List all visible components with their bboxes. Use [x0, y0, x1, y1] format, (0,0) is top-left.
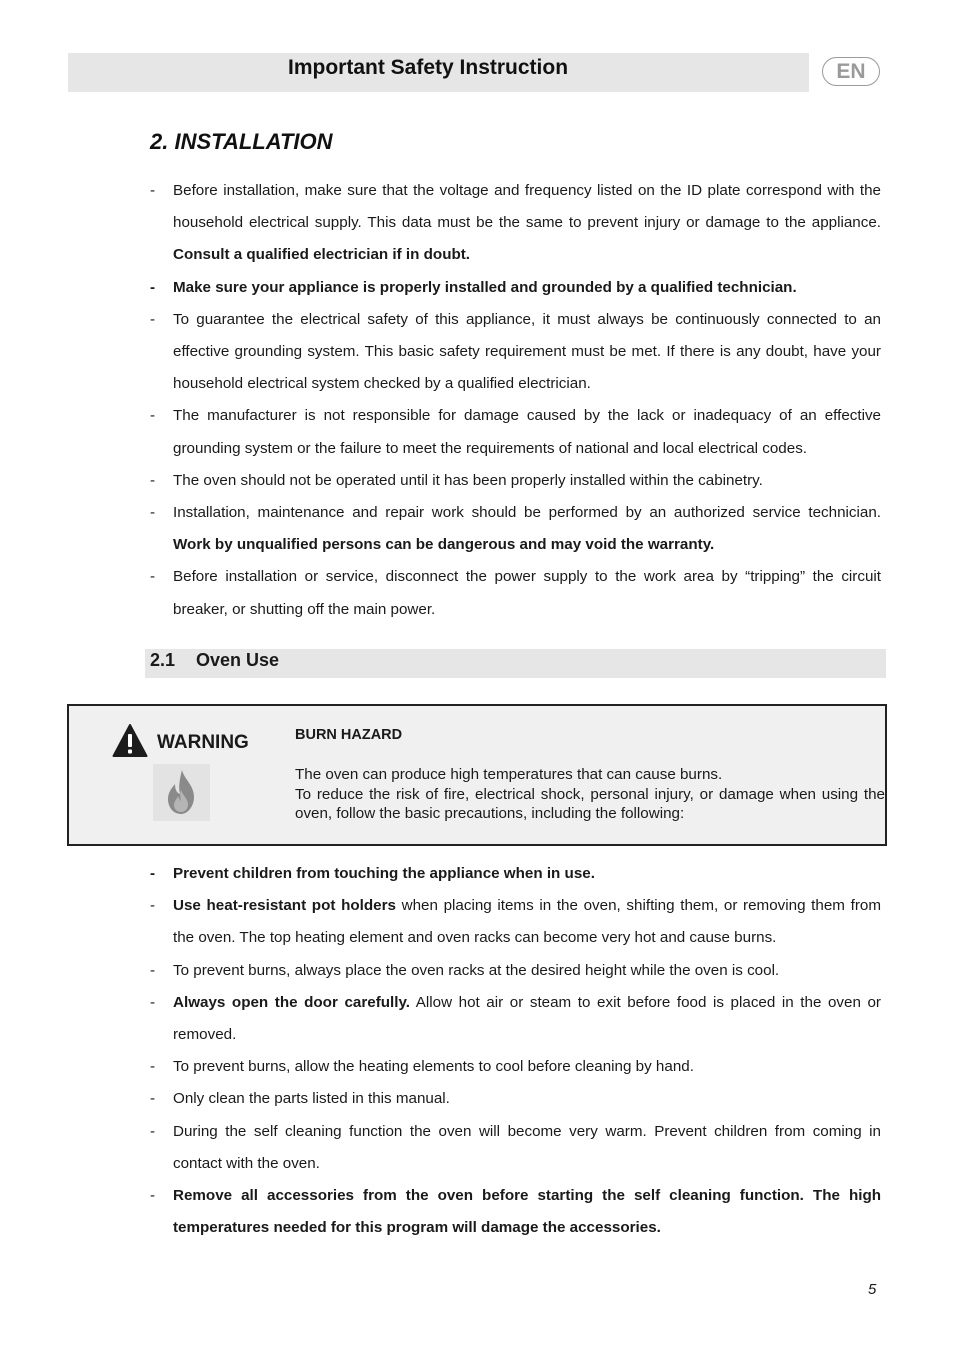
section-title: 2. INSTALLATION: [150, 129, 333, 154]
item-bold-text: Always open the door carefully.: [173, 993, 411, 1011]
item-bold-text: Use heat-resistant pot holders: [173, 897, 396, 915]
list-item: [150, 1083, 881, 1115]
item-bold-text: Work by unqualified persons can be dangerous and may void the warranty.: [173, 536, 715, 554]
item-text: The manufacturer is not responsible for damage caused by the lack or inadequacy of an effective grounding system or the failure to meet the requirements of national and local electrical codes.: [173, 407, 881, 457]
item-text: Before installation or service, disconnect the power supply to the work area by “tripping” the circuit breaker, or shutting off the main power.: [173, 568, 881, 618]
flame-icon: [153, 764, 210, 821]
list-item: [150, 858, 881, 890]
item-text: To prevent burns, always place the oven racks at the desired height while the oven is cool.: [173, 961, 780, 979]
subsection-title: Oven Use: [196, 650, 280, 670]
installation-list: [150, 175, 881, 626]
warning-line: The oven can produce high temperatures that can cause burns.: [295, 766, 723, 783]
subsection-bar: [145, 649, 886, 678]
item-bold-text: Make sure your appliance is properly installed and grounded by a qualified technician.: [173, 278, 797, 296]
list-item: [150, 175, 881, 272]
item-text: Only clean the parts listed in this manual.: [173, 1090, 450, 1108]
list-item: [150, 987, 881, 1051]
page-number: 5: [868, 1281, 877, 1298]
item-bold-text: Prevent children from touching the appliance when in use.: [173, 865, 595, 882]
warning-triangle-icon: [112, 723, 148, 759]
oven-use-list: [150, 858, 881, 1244]
item-bold-text: Consult a qualified electrician if in doubt.: [173, 246, 471, 264]
list-item: [150, 1116, 881, 1180]
warning-box: [67, 704, 887, 846]
list-item: [150, 304, 881, 401]
list-item: [150, 497, 881, 561]
language-badge: EN: [822, 57, 880, 86]
subsection-number: 2.1: [150, 650, 176, 670]
item-text: Before installation, make sure that the voltage and frequency listed on the ID plate correspond with the household electrical supply. This data must be the same to prevent injury or damage to the appliance.: [173, 182, 881, 232]
item-text: Allow hot air or steam to exit before food is placed in the oven or removed.: [173, 993, 881, 1044]
list-item: [150, 955, 881, 987]
burn-hazard-heading: BURN HAZARD: [295, 727, 403, 743]
warning-line: To reduce the risk of fire, electrical shock, personal injury, or damage when using the oven, follow the basic precautions, including the following:: [295, 785, 885, 822]
header-bar: [68, 53, 809, 92]
item-text: To guarantee the electrical safety of this appliance, it must always be continuously connected to an effective grounding system. This basic safety requirement must be met. If there is any doubt, have your household electrical system checked by a qualified electrician.: [173, 310, 881, 393]
list-item: [150, 465, 881, 497]
list-item: [150, 1051, 881, 1083]
item-text: when placing items in the oven, shifting them, or removing them from the oven. The top heating element and oven racks can become very hot and cause burns.: [173, 897, 881, 947]
warning-label: WARNING: [157, 732, 249, 753]
item-text: Installation, maintenance and repair work should be performed by an authorized service technician.: [173, 504, 881, 522]
item-bold-text: Remove all accessories from the oven before starting the self cleaning function. The high temperatures needed for this program will damage the accessories.: [173, 1187, 881, 1237]
page-header-title: Important Safety Instruction: [288, 56, 569, 79]
item-text: During the self cleaning function the oven will become very warm. Prevent children from coming in contact with the oven.: [173, 1122, 881, 1172]
list-item: [150, 890, 881, 954]
list-item: [150, 561, 881, 625]
list-item: [150, 1180, 881, 1244]
item-text: The oven should not be operated until it has been properly installed within the cabinetry.: [173, 471, 763, 489]
list-item: [150, 400, 881, 464]
list-item: [150, 272, 881, 304]
flame-icon-box: [153, 764, 210, 821]
warning-text: [295, 765, 885, 824]
item-text: To prevent burns, allow the heating elements to cool before cleaning by hand.: [173, 1058, 694, 1076]
